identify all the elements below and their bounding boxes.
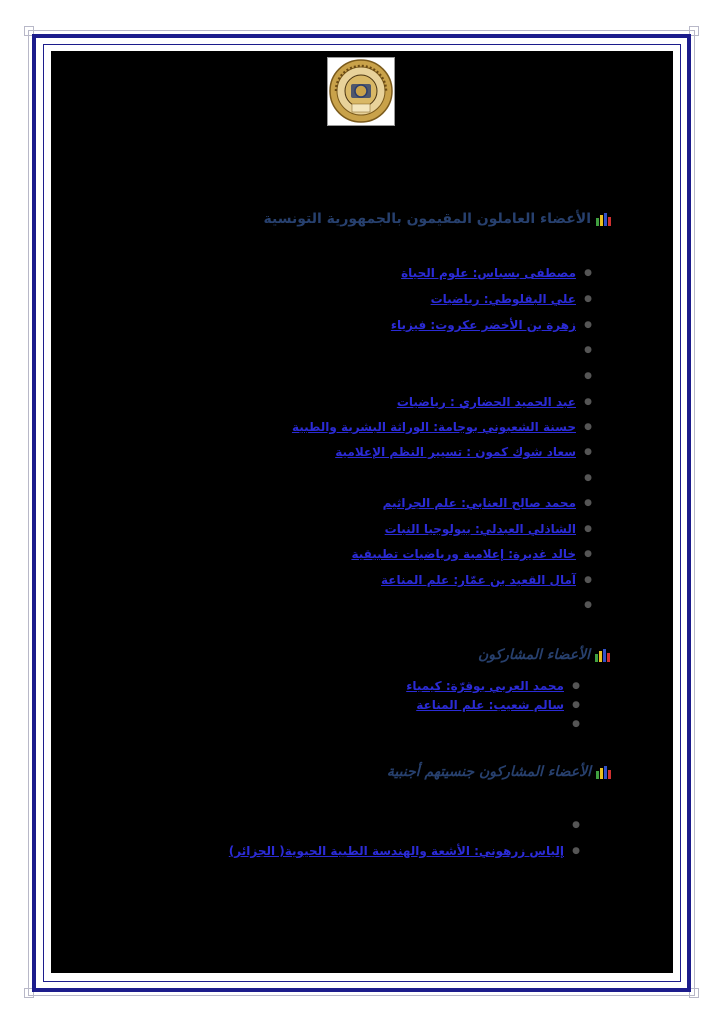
list-item[interactable] — [406, 678, 580, 694]
section-heading — [387, 764, 611, 780]
books-icon — [595, 649, 610, 662]
list-item[interactable] — [228, 843, 580, 859]
member-link[interactable]: آمال القعيد بن عمّار: علم المناعة — [380, 573, 576, 587]
bullet-icon: ● — [572, 681, 580, 691]
list-item[interactable] — [351, 546, 592, 562]
bullet-icon: ● — [572, 700, 580, 710]
bullet-icon: ● — [584, 549, 592, 559]
list-item[interactable] — [430, 291, 592, 307]
member-link[interactable]: الشاذلي العبدلي: بيولوجيا النبات — [384, 522, 576, 536]
logo-seal-icon — [327, 57, 395, 126]
bullet-icon: ● — [572, 846, 580, 856]
bullet-icon: ● — [584, 600, 592, 610]
bullet-icon: ● — [584, 345, 592, 355]
list-item[interactable] — [382, 495, 592, 511]
member-link[interactable]: سالم شعيب: علم المناعة — [416, 698, 564, 712]
member-link[interactable]: حسنة الشعبوني بوجامة: الوراثة البشرية والطبية — [291, 420, 576, 434]
member-link[interactable]: مصطفى بسباس: علوم الحياة — [401, 266, 576, 280]
list-item[interactable] — [416, 697, 580, 713]
bullet-icon: ● — [584, 294, 592, 304]
member-link[interactable]: زهرة بن الأخضر عكروت: فيزياء — [390, 318, 576, 332]
books-icon — [596, 766, 611, 779]
list-item[interactable] — [380, 572, 592, 588]
bullet-icon: ● — [584, 473, 592, 483]
bullet-icon: ● — [584, 498, 592, 508]
section-title: الأعضاء العاملون المقيمون بالجمهورية التونسية — [263, 211, 591, 227]
member-link[interactable]: إلياس زرهوني: الأشعة والهندسة الطبية الحيوية( الجزائر) — [228, 844, 564, 858]
list-item[interactable] — [396, 394, 592, 410]
list-item[interactable] — [390, 317, 592, 333]
member-link[interactable]: عبد الحميد الحضاري : رياضيات — [396, 395, 576, 409]
member-link[interactable]: علي البقلوطي: رياضيات — [430, 292, 576, 306]
bullet-icon: ● — [584, 447, 592, 457]
section-title: الأعضاء المشاركون جنسيتهم أجنبية — [386, 764, 591, 780]
section-heading — [264, 211, 612, 227]
bullet-icon: ● — [584, 524, 592, 534]
bullet-icon: ● — [584, 397, 592, 407]
list-item[interactable] — [335, 444, 592, 460]
bullet-icon: ● — [584, 575, 592, 585]
section-heading — [478, 647, 610, 663]
member-link[interactable]: سعاد شوك كمون : تسيير النظم الإعلامية — [335, 445, 576, 459]
bullet-icon: ● — [584, 320, 592, 330]
list-item[interactable] — [291, 419, 592, 435]
member-link[interactable]: محمد العربي بوقرّة: كيمياء — [406, 679, 564, 693]
member-link[interactable]: محمد صالح العنابي: علم الجراثيم — [382, 496, 576, 510]
section-title: الأعضاء المشاركون — [477, 647, 590, 663]
books-icon — [596, 213, 611, 226]
member-link[interactable]: خالد غديرة: إعلامية ورياضيات تطبيقية — [351, 547, 576, 561]
bullet-icon: ● — [584, 268, 592, 278]
list-item[interactable] — [401, 265, 592, 281]
bullet-icon: ● — [584, 371, 592, 381]
bullet-icon: ● — [584, 422, 592, 432]
page-content-area — [51, 51, 673, 973]
list-item[interactable] — [384, 521, 592, 537]
bullet-icon: ● — [572, 820, 580, 830]
bullet-icon: ● — [572, 719, 580, 729]
